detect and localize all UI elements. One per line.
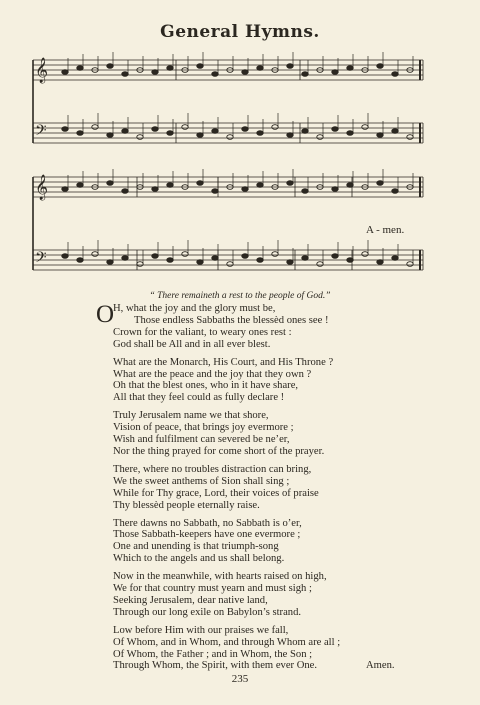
note-head <box>212 72 218 77</box>
note-head <box>257 66 263 71</box>
note-head <box>77 66 83 71</box>
note-head <box>257 131 263 136</box>
stanza-7 <box>113 625 413 673</box>
note-head <box>77 183 83 188</box>
note-head <box>287 181 293 186</box>
note-head <box>317 135 323 140</box>
note-head <box>62 70 68 75</box>
note-head <box>332 254 338 259</box>
note-head <box>137 135 143 140</box>
note-head <box>122 129 128 134</box>
stanza-6 <box>113 571 413 619</box>
note-head <box>182 252 188 257</box>
amen-text: Amen. <box>366 660 395 672</box>
note-head <box>392 72 398 77</box>
verse-line: Of Whom, and in Whom, and through Whom are all ; <box>113 636 341 648</box>
note-head <box>227 135 233 140</box>
note-head <box>152 127 158 132</box>
note-head <box>62 187 68 192</box>
verse-line: Through our long exile on Babylon’s strand. <box>113 606 302 618</box>
verse-line: What are the peace and the joy that they own ? <box>113 368 312 380</box>
note-head <box>407 262 413 267</box>
note-head <box>287 133 293 138</box>
note-head <box>392 189 398 194</box>
note-head <box>377 64 383 69</box>
note-head <box>347 183 353 188</box>
note-head <box>317 262 323 267</box>
verse-line: God shall be All and in all ever blest. <box>113 338 271 350</box>
verse-line: Seeking Jerusalem, dear native land, <box>113 594 268 606</box>
verse-line: H, what the joy and the glory must be, <box>113 303 276 314</box>
verse-line: There, where no troubles distraction can bring, <box>113 463 312 475</box>
note-head <box>272 252 278 257</box>
bass-clef: 𝄢 <box>35 122 47 143</box>
note-head <box>212 129 218 134</box>
note-head <box>242 187 248 192</box>
stanza-2 <box>113 357 413 405</box>
note-head <box>107 64 113 69</box>
note-head <box>287 260 293 265</box>
note-head <box>377 133 383 138</box>
note-head <box>197 64 203 69</box>
verse-line: Which to the angels and us shall belong. <box>113 553 285 565</box>
note-head <box>302 129 308 134</box>
note-head <box>332 187 338 192</box>
drop-cap: O <box>96 301 115 328</box>
hymn-text <box>96 301 413 672</box>
note-head <box>212 189 218 194</box>
note-head <box>152 254 158 259</box>
note-head <box>167 131 173 136</box>
note-head <box>302 72 308 77</box>
note-head <box>242 254 248 259</box>
note-head <box>167 258 173 263</box>
verse-line: Low before Him with our praises we fall, <box>113 624 289 636</box>
note-head <box>152 187 158 192</box>
note-head <box>182 125 188 130</box>
verse-line: Those Sabbath-keepers have one evermore ; <box>113 529 301 541</box>
verse-line: We for that country must yearn and must sigh ; <box>113 583 312 595</box>
note-head <box>407 135 413 140</box>
page-number: 235 <box>231 673 249 685</box>
note-head <box>137 262 143 267</box>
amen-lyric: A - men. <box>366 224 405 236</box>
note-head <box>347 131 353 136</box>
note-head <box>242 127 248 132</box>
note-head <box>392 129 398 134</box>
note-head <box>197 133 203 138</box>
note-head <box>107 181 113 186</box>
note-head <box>92 125 98 130</box>
note-head <box>122 256 128 261</box>
note-head <box>377 260 383 265</box>
verse-line: Of Whom, the Father ; and in Whom, the Son ; <box>113 648 313 660</box>
verse-line: Those endless Sabbaths the blessèd ones see ! <box>134 314 329 326</box>
note-head <box>392 256 398 261</box>
page-header: General Hymns. <box>160 22 320 42</box>
treble-clef: 𝄞 <box>35 175 49 200</box>
note-head <box>302 256 308 261</box>
note-head <box>257 258 263 263</box>
note-head <box>107 260 113 265</box>
verse-line: There dawns no Sabbath, no Sabbath is o’er, <box>113 517 302 529</box>
stanza-4 <box>113 464 413 512</box>
note-head <box>347 258 353 263</box>
note-head <box>152 70 158 75</box>
verse-line: Vision of peace, that brings joy evermore ; <box>113 422 294 434</box>
note-head <box>332 127 338 132</box>
note-head <box>167 66 173 71</box>
note-head <box>62 127 68 132</box>
verse-line: What are the Monarch, His Court, and His Throne ? <box>113 356 334 368</box>
note-head <box>257 183 263 188</box>
bass-clef: 𝄢 <box>35 249 47 270</box>
verse-line: Crown for the valiant, to weary ones rest : <box>113 326 292 338</box>
verse-line: All that they feel could as fully declare ! <box>113 392 285 404</box>
note-head <box>197 181 203 186</box>
note-head <box>197 260 203 265</box>
note-head <box>212 256 218 261</box>
note-head <box>347 66 353 71</box>
verse-line: While for Thy grace, Lord, their voices of praise <box>113 487 319 499</box>
note-head <box>167 183 173 188</box>
epigraph: “ There remaineth a rest to the people of God.” <box>149 291 331 301</box>
note-head <box>92 252 98 257</box>
note-head <box>227 262 233 267</box>
stanza-3 <box>113 410 413 458</box>
verse-line: Truly Jerusalem name we that shore, <box>113 410 269 422</box>
note-head <box>62 254 68 259</box>
verse-line: Through Whom, the Spirit, with them ever One. <box>113 660 317 672</box>
verse-line: We the sweet anthems of Sion shall sing ; <box>113 475 290 487</box>
verse-line: Now in the meanwhile, with hearts raised on high, <box>113 571 327 583</box>
note-head <box>272 125 278 130</box>
stanza-5 <box>113 518 413 566</box>
note-head <box>362 252 368 257</box>
stanza-1 <box>96 301 413 351</box>
note-head <box>332 70 338 75</box>
note-head <box>122 189 128 194</box>
note-head <box>77 131 83 136</box>
verse-line: Wish and fulfilment can severed be ne’er, <box>113 434 290 446</box>
note-head <box>242 70 248 75</box>
note-head <box>377 181 383 186</box>
note-head <box>302 189 308 194</box>
verse-line: One and unending is that triumph-song <box>113 541 279 553</box>
note-head <box>77 258 83 263</box>
treble-clef: 𝄞 <box>35 58 49 83</box>
note-head <box>362 125 368 130</box>
music-score <box>0 0 480 290</box>
verse-line: Thy blessèd people eternally raise. <box>113 499 260 511</box>
note-head <box>107 133 113 138</box>
verse-line: Nor the thing prayed for come short of the prayer. <box>113 445 325 457</box>
note-head <box>287 64 293 69</box>
verse-line: Oh that the blest ones, who in it have share, <box>113 380 299 392</box>
note-head <box>122 72 128 77</box>
